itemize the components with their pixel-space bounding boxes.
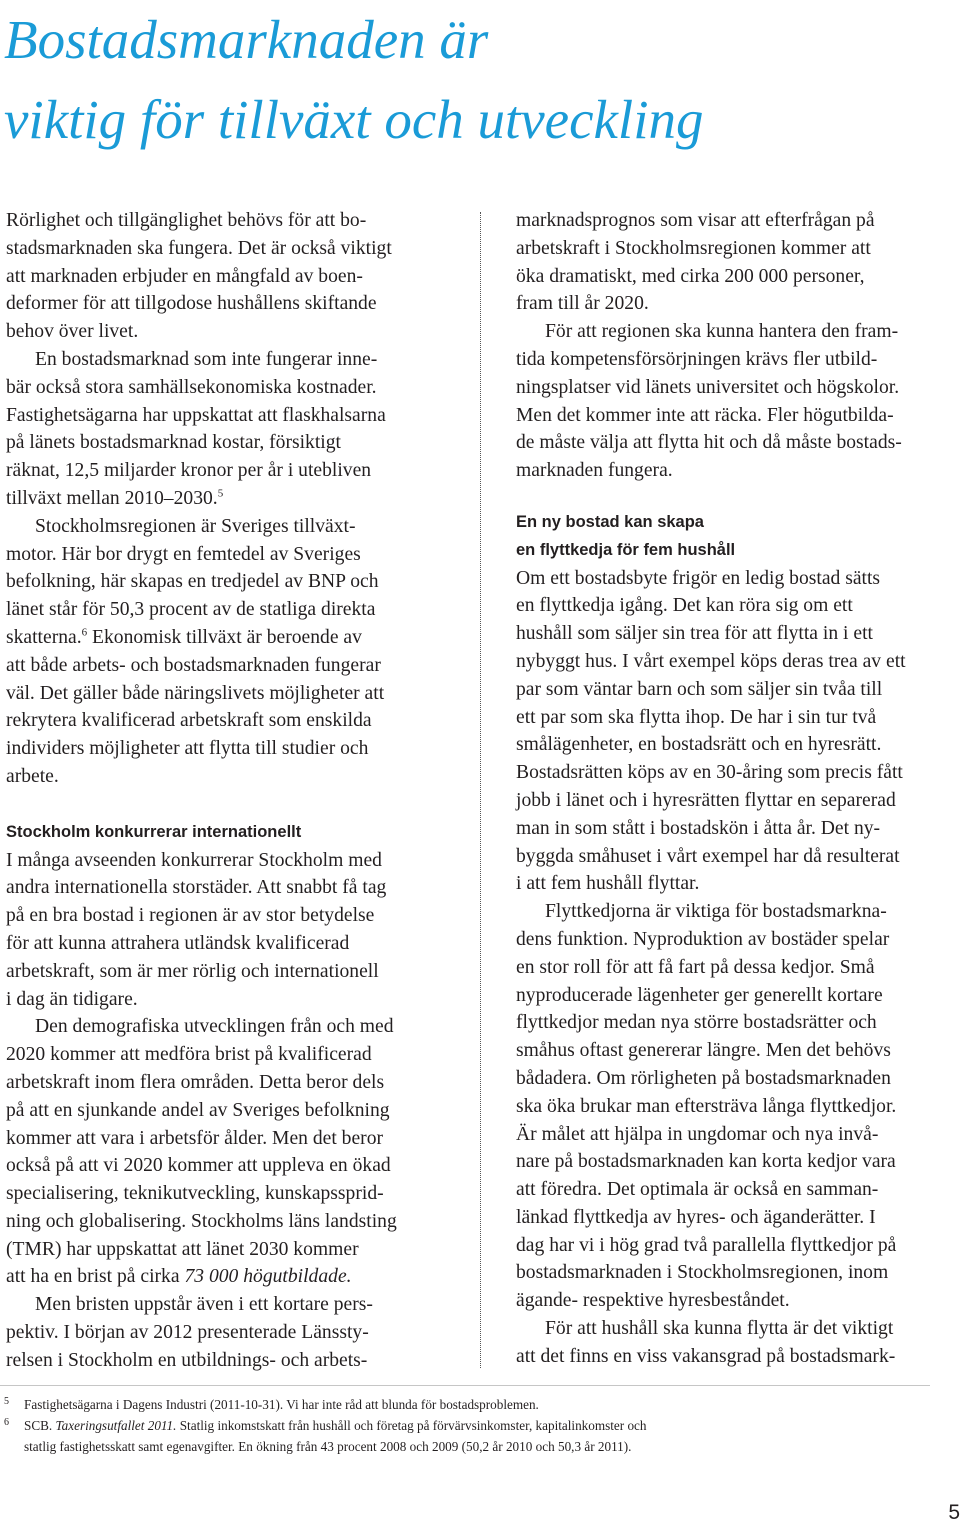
text-line bbox=[6, 485, 446, 513]
text-line: ningsplatser vid länets universitet och högskolor. bbox=[516, 376, 900, 398]
footnote-text bbox=[24, 1415, 930, 1436]
text-line: arbetskraft i Stockholmsregionen kommer att bbox=[516, 237, 871, 259]
text-line: Men bristen uppstår även i ett kortare pers- bbox=[35, 1294, 373, 1316]
text-line: ägande- respektive hyresbeståndet. bbox=[516, 1290, 790, 1312]
text-line: marknaden fungera. bbox=[516, 460, 673, 482]
text-line: För att regionen ska kunna hantera den fram- bbox=[545, 321, 899, 343]
text-line: hushåll som säljer sin trea för att flytta in i ett bbox=[516, 623, 873, 645]
text-line: länet står för 50,3 procent av de statliga direkta bbox=[6, 599, 376, 621]
text-line: Bostadsrätten köps av en 30-åring som precis fått bbox=[516, 762, 903, 784]
page-number: 5 bbox=[948, 1501, 960, 1524]
text-line: öka dramatiskt, med cirka 200 000 personer, bbox=[516, 265, 865, 287]
footnotes bbox=[0, 1385, 930, 1457]
text-line: i dag än tidigare. bbox=[6, 988, 138, 1010]
text-line: smålägenheter, en bostadsrätt och en hyresrätt. bbox=[516, 734, 882, 756]
paragraph-intro bbox=[6, 207, 446, 346]
text-line: relsen i Stockholm en utbildnings- och arbets- bbox=[6, 1349, 368, 1371]
text-line: befolkning, här skapas en tredjedel av BNP och bbox=[6, 571, 379, 593]
text-line: tida kompetensförsörjningen krävs fler utbild- bbox=[516, 348, 878, 370]
text-fragment: att ha en brist på cirka bbox=[6, 1266, 185, 1288]
text-line: ning och globalisering. Stockholms läns landsting bbox=[6, 1210, 397, 1232]
text-line: ett par som ska flytta ihop. De har i sin tur två bbox=[516, 706, 877, 728]
footnote-ref-6[interactable]: 6 bbox=[81, 626, 88, 639]
text-line: dens funktion. Nyproduktion av bostäder spelar bbox=[516, 928, 890, 950]
footnote-number: 6 bbox=[4, 1417, 9, 1428]
text-fragment: Statlig inkomstskatt från hushåll och företag på förvärvsinkomster, kapitalinkomster och bbox=[176, 1418, 647, 1433]
paragraph-competence bbox=[516, 318, 958, 485]
text-line: individers möjligheter att flytta till studier och bbox=[6, 738, 369, 760]
text-line: en stor roll för att få fart på dessa kedjor. Små bbox=[516, 956, 875, 978]
text-fragment: skatterna. bbox=[6, 626, 82, 648]
text-line: Är målet att hjälpa in ungdomar och nya invå- bbox=[516, 1123, 879, 1145]
section-heading bbox=[516, 509, 958, 565]
heading-line: En ny bostad kan skapa bbox=[516, 512, 704, 531]
text-line: nybyggt hus. I vårt exempel köps deras trea av ett bbox=[516, 650, 906, 672]
text-line: bådadera. Om rörligheten på bostadsmarknaden bbox=[516, 1067, 891, 1089]
title-line: viktig för tillväxt och utveckling bbox=[4, 89, 704, 150]
text-line: på att en sjunkande andel av Sveriges befolkning bbox=[6, 1099, 390, 1121]
footnote-5 bbox=[0, 1394, 930, 1415]
text-line: rekrytera kvalificerad arbetskraft som enskilda bbox=[6, 710, 372, 732]
text-line: Men det kommer inte att räcka. Fler högutbilda- bbox=[516, 404, 894, 426]
text-line bbox=[6, 624, 446, 652]
text-line: att marknaden erbjuder en mångfald av boen- bbox=[6, 265, 363, 287]
text-line: motor. Här bor drygt en femtedel av Sveriges bbox=[6, 543, 361, 565]
text-line: pektiv. I början av 2012 presenterade Länssty- bbox=[6, 1322, 369, 1344]
text-line: specialisering, teknikutveckling, kunskapssprid- bbox=[6, 1183, 384, 1205]
text-line: räknat, 12,5 miljarder kronor per år i utebliven bbox=[6, 460, 372, 482]
emphasis: 73 000 högutbildade. bbox=[184, 1266, 352, 1288]
text-fragment: SCB. bbox=[24, 1418, 56, 1433]
paragraph-shortage bbox=[6, 1291, 446, 1374]
text-line bbox=[6, 1263, 446, 1291]
text-line: marknadsprognos som visar att efterfrågan på bbox=[516, 210, 875, 231]
text-line: de måste välja att flytta hit och då måste bostads- bbox=[516, 432, 902, 454]
text-line: Rörlighet och tillgänglighet behövs för att bo- bbox=[6, 210, 367, 231]
text-line: länkad flyttkedja av hyres- och äganderätter. I bbox=[516, 1206, 876, 1228]
text-line: arbetskraft, som är mer rörlig och internationell bbox=[6, 960, 379, 982]
footnote-6 bbox=[0, 1415, 930, 1457]
text-line: behov över livet. bbox=[6, 321, 139, 343]
text-line: i att fem hushåll flyttar. bbox=[516, 873, 700, 895]
paragraph-chain-function bbox=[516, 898, 958, 1315]
footnote-text: Fastighetsägarna i Dagens Industri (2011-10-31). Vi har inte råd att blunda för bostadsproblemen. bbox=[24, 1397, 539, 1412]
text-fragment: Ekonomisk tillväxt är beroende av bbox=[87, 626, 362, 648]
footnote-number: 5 bbox=[4, 1396, 9, 1407]
text-line: byggda småhuset i vårt exempel har då resulterat bbox=[516, 845, 900, 867]
text-line: en flyttkedja igång. Det kan röra sig om ett bbox=[516, 595, 853, 617]
text-line: att det finns en viss vakansgrad på bostadsmark- bbox=[516, 1345, 896, 1367]
text-line: flyttkedjor medan nya större bostadsrätter och bbox=[516, 1012, 877, 1034]
text-line: dag har vi i hög grad två parallella flyttkedjor på bbox=[516, 1234, 897, 1256]
right-column bbox=[516, 207, 958, 1371]
text-line: En bostadsmarknad som inte fungerar inne- bbox=[35, 348, 378, 370]
text-line: I många avseenden konkurrerar Stockholm med bbox=[6, 849, 382, 871]
paragraph-prognosis bbox=[516, 207, 958, 318]
footnote-text: statlig fastighetsskatt samt egenavgifter. En ökning från 43 procent 2008 och 2009 (50,2 år 2010 och 50,3 år 2011). bbox=[24, 1439, 632, 1454]
text-line: bär också stora samhällsekonomiska kostnader. bbox=[6, 376, 377, 398]
text-fragment: tillväxt mellan 2010–2030. bbox=[6, 487, 218, 509]
paragraph-costs bbox=[6, 346, 446, 513]
text-line: andra internationella storstäder. Att snabbt få tag bbox=[6, 877, 387, 899]
text-line: arbetskraft inom flera områden. Detta beror dels bbox=[6, 1071, 385, 1093]
text-line: kommer att vara i arbetsför ålder. Men det beror bbox=[6, 1127, 384, 1149]
text-line: på länets bostadsmarknad kostar, försiktigt bbox=[6, 432, 341, 454]
text-line: ska öka brukar man eftersträva långa flyttkedjor. bbox=[516, 1095, 897, 1117]
text-line: för att kunna attrahera utländsk kvalificerad bbox=[6, 932, 350, 954]
paragraph-competition bbox=[6, 847, 446, 1014]
text-line: deformer för att tillgodose hushållens skiftande bbox=[6, 293, 377, 315]
footnote-ref-5[interactable]: 5 bbox=[217, 487, 224, 500]
text-line: fram till år 2020. bbox=[516, 293, 649, 315]
heading-line: en flyttkedja för fem hushåll bbox=[516, 540, 736, 559]
text-line: 2020 kommer att medföra brist på kvalificerad bbox=[6, 1044, 372, 1066]
text-line: Fastighetsägarna har uppskattat att flaskhalsarna bbox=[6, 404, 386, 426]
text-line: Flyttkedjorna är viktiga för bostadsmarkna- bbox=[545, 901, 887, 923]
text-line: på en bra bostad i regionen är av stor betydelse bbox=[6, 905, 375, 927]
text-line: bostadsmarknaden i Stockholmsregionen, inom bbox=[516, 1262, 889, 1284]
text-line: småhus oftast genererar längre. Men det behövs bbox=[516, 1040, 891, 1062]
text-line: par som väntar barn och som säljer sin tvåa till bbox=[516, 678, 883, 700]
title-line: Bostadsmarknaden är bbox=[4, 9, 489, 70]
text-line: Om ett bostadsbyte frigör en ledig bostad sätts bbox=[516, 567, 881, 589]
text-line: jobb i länet och i hyresrätten flyttar en separerad bbox=[516, 789, 896, 811]
paragraph-demography bbox=[6, 1013, 446, 1291]
paragraph-moving-chain bbox=[516, 565, 958, 899]
text-line: (TMR) har uppskattat att länet 2030 kommer bbox=[6, 1238, 359, 1260]
emphasis: Taxeringsutfallet 2011. bbox=[55, 1418, 177, 1433]
text-line: Den demografiska utvecklingen från och med bbox=[35, 1016, 394, 1038]
paragraph-growth bbox=[6, 513, 446, 541]
text-line: nyproducerade lägenheter ger generellt kortare bbox=[516, 984, 883, 1006]
text-line: att föredra. Det optimala är också en samman- bbox=[516, 1179, 879, 1201]
left-column bbox=[6, 207, 446, 1375]
text-line: också på att vi 2020 kommer att uppleva en ökad bbox=[6, 1155, 391, 1177]
column-divider bbox=[480, 212, 481, 1368]
paragraph-growth-cont bbox=[6, 541, 446, 791]
text-line: stadsmarknaden ska fungera. Det är också viktigt bbox=[6, 237, 392, 259]
text-line: Stockholmsregionen är Sveriges tillväxt- bbox=[35, 515, 356, 537]
section-heading: Stockholm konkurrerar internationellt bbox=[6, 822, 302, 841]
text-line: väl. Det gäller både näringslivets möjligheter att bbox=[6, 682, 385, 704]
text-line: För att hushåll ska kunna flytta är det viktigt bbox=[545, 1318, 894, 1340]
text-line: arbete. bbox=[6, 765, 59, 787]
text-line: man in som stått i bostadskön i åtta år. Det ny- bbox=[516, 817, 881, 839]
text-line: att både arbets- och bostadsmarknaden fungerar bbox=[6, 654, 381, 676]
text-line: nare på bostadsmarknaden kan korta kedjor vara bbox=[516, 1151, 896, 1173]
paragraph-vacancy bbox=[516, 1315, 958, 1371]
page-title bbox=[4, 0, 703, 160]
